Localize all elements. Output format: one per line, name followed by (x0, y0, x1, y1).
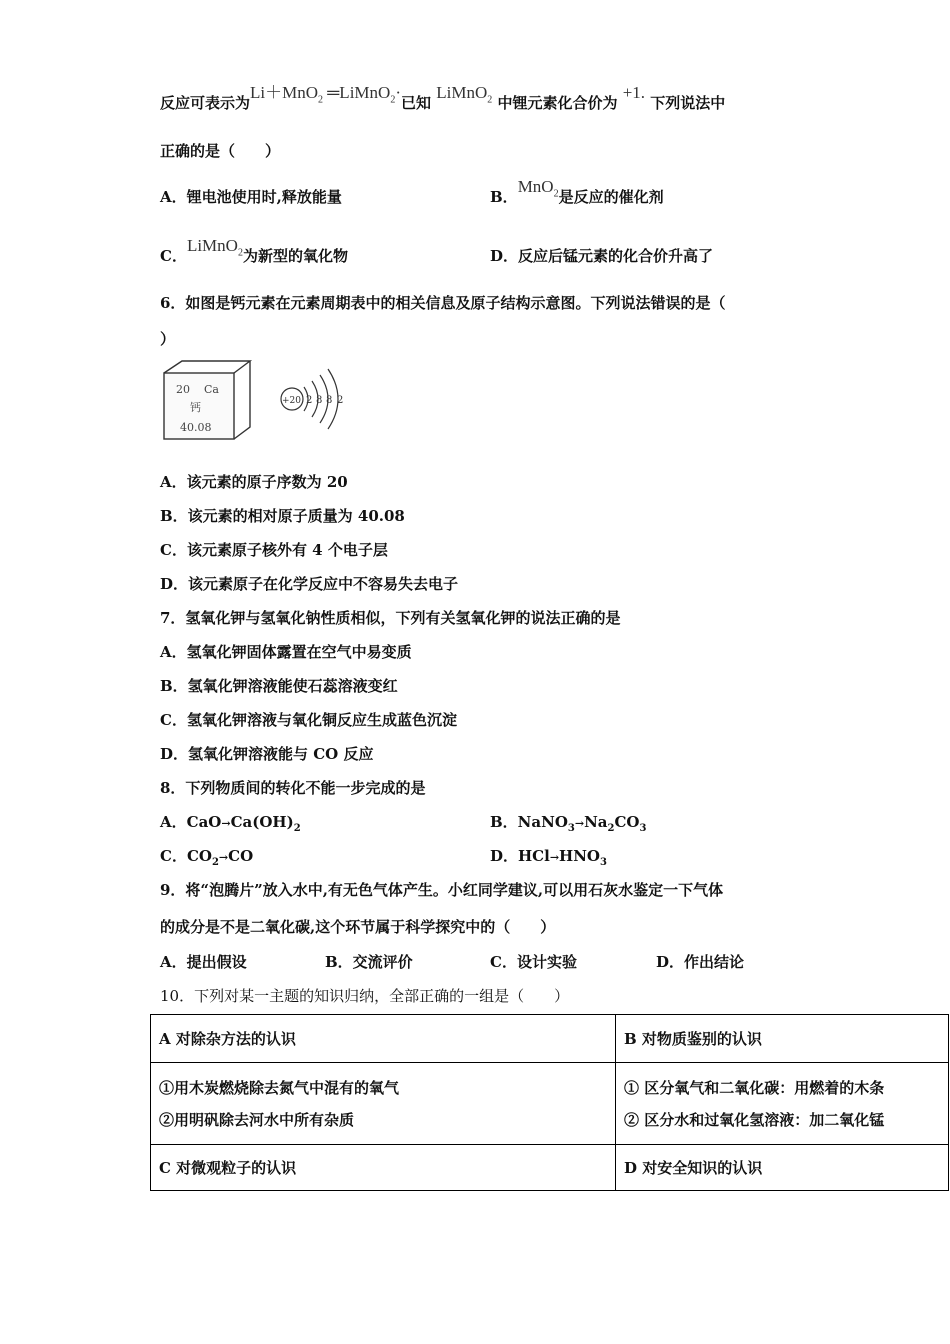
q6-option-d: D．该元素原子在化学反应中不容易失去电子 (160, 575, 459, 593)
q6-option-c: C．该元素原子核外有 4 个电子层 (160, 541, 388, 559)
q9-option-b: B．交流评价 (325, 953, 413, 971)
shell-electrons-1: 2 (306, 395, 313, 406)
q8-option-c: C．$CO_2\to CO$ (160, 847, 254, 868)
q5-reaction-formula: Li＋MnO$_2$ ═LiMnO$_2$· (250, 83, 401, 106)
q5-option-c: C．LiMnO$_2$为新型的氧化物 (160, 236, 348, 265)
q5-stem-line1 (160, 83, 726, 115)
table-cell-b-items (616, 1063, 949, 1145)
table-row (151, 1145, 949, 1191)
table-row (151, 1015, 949, 1063)
element-name: 钙 (190, 401, 201, 414)
q5-text-b: 已知 (400, 94, 431, 112)
q5-option-b: B．MnO$_2$是反应的催化剂 (490, 177, 664, 206)
list-item: ①用木炭燃烧除去氮气中混有的氧气 (159, 1078, 400, 1097)
element-number: 20 (176, 383, 190, 396)
q10-table (150, 1014, 949, 1191)
q8-stem: 8．下列物质间的转化不能一步完成的是 (160, 779, 426, 797)
q5-limno2-formula: LiMnO$_2$ (436, 83, 493, 106)
q7-option-c: C．氢氧化钾溶液与氧化铜反应生成蓝色沉淀 (160, 711, 457, 729)
shell-electrons-4: 2 (337, 395, 344, 406)
q8-option-a: A．$CaO\to Ca(OH)_2$ (160, 813, 301, 834)
q6-option-a: A．该元素的原子序数为 20 (160, 473, 348, 491)
shell-electrons-3: 8 (326, 395, 333, 406)
q5-option-d: D．反应后锰元素的化合价升高了 (490, 247, 714, 265)
table-cell-d-title: D 对安全知识的认识 (616, 1145, 949, 1191)
calcium-figure (160, 357, 352, 441)
table-cell-b-title: B 对物质鉴别的认识 (616, 1015, 949, 1063)
q5-text-a: 反应可表示为 (160, 94, 251, 112)
table-cell-a-items (151, 1063, 616, 1145)
q7-option-a: A．氢氧化钾固体露置在空气中易变质 (160, 643, 412, 661)
q5-valence: +1. (622, 83, 646, 102)
q9-stem-line1: 9．将“泡腾片”放入水中,有无色气体产生。小红同学建议,可以用石灰水鉴定一下气体 (160, 881, 724, 899)
q9-stem-line2: 的成分是不是二氧化碳,这个环节属于科学探究中的（ ） (160, 918, 556, 936)
q10-stem: 10．下列对某一主题的知识归纳，全部正确的一组是（ ） (160, 987, 570, 1005)
q6-stem-line2: ） (160, 330, 176, 348)
table-cell-a-title: A 对除杂方法的认识 (151, 1015, 616, 1063)
q9-option-d: D．作出结论 (656, 953, 745, 971)
q5-option-a: A．锂电池使用时,释放能量 (160, 188, 342, 206)
table-row (151, 1063, 949, 1145)
q8-option-d: D．$HCl\to HNO_3$ (490, 847, 607, 868)
q9-option-c: C．设计实验 (490, 953, 577, 971)
q7-option-d: D．氢氧化钾溶液能与 CO 反应 (160, 745, 374, 763)
shell-electrons-2: 8 (316, 395, 323, 406)
list-item: ②用明矾除去河水中所有杂质 (159, 1110, 355, 1129)
q5-option-c-formula: LiMnO$_2$ (186, 236, 243, 259)
table-cell-c-title: C 对微观粒子的认识 (151, 1145, 616, 1191)
q6-stem-line1: 6．如图是钙元素在元素周期表中的相关信息及原子结构示意图。下列说法错误的是（ (160, 294, 726, 312)
q8-option-b: B．$NaNO_3\to Na_2CO_3$ (490, 813, 647, 834)
q5-text-d: 下列说法中 (650, 94, 726, 112)
q6-option-b: B．该元素的相对原子质量为 40.08 (160, 507, 405, 525)
element-symbol: Ca (204, 383, 219, 396)
calcium-figure-svg (160, 357, 352, 441)
element-mass: 40.08 (180, 421, 212, 434)
q5-text-c: 中锂元素化合价为 (497, 94, 618, 112)
list-item: ② 区分水和过氧化氢溶液：加二氧化锰 (624, 1110, 885, 1129)
q9-option-a: A．提出假设 (160, 953, 247, 971)
q7-option-b: B．氢氧化钾溶液能使石蕊溶液变红 (160, 677, 398, 695)
q7-stem: 7．氢氧化钾与氢氧化钠性质相似，下列有关氢氧化钾的说法正确的是 (160, 609, 621, 627)
q5-stem-line2: 正确的是（ ） (160, 142, 281, 160)
nucleus-charge: +20 (282, 396, 301, 406)
atom-structure (281, 369, 343, 429)
q5-option-b-formula: MnO$_2$ (517, 177, 559, 200)
list-item: ① 区分氧气和二氧化碳：用燃着的木条 (624, 1078, 885, 1097)
